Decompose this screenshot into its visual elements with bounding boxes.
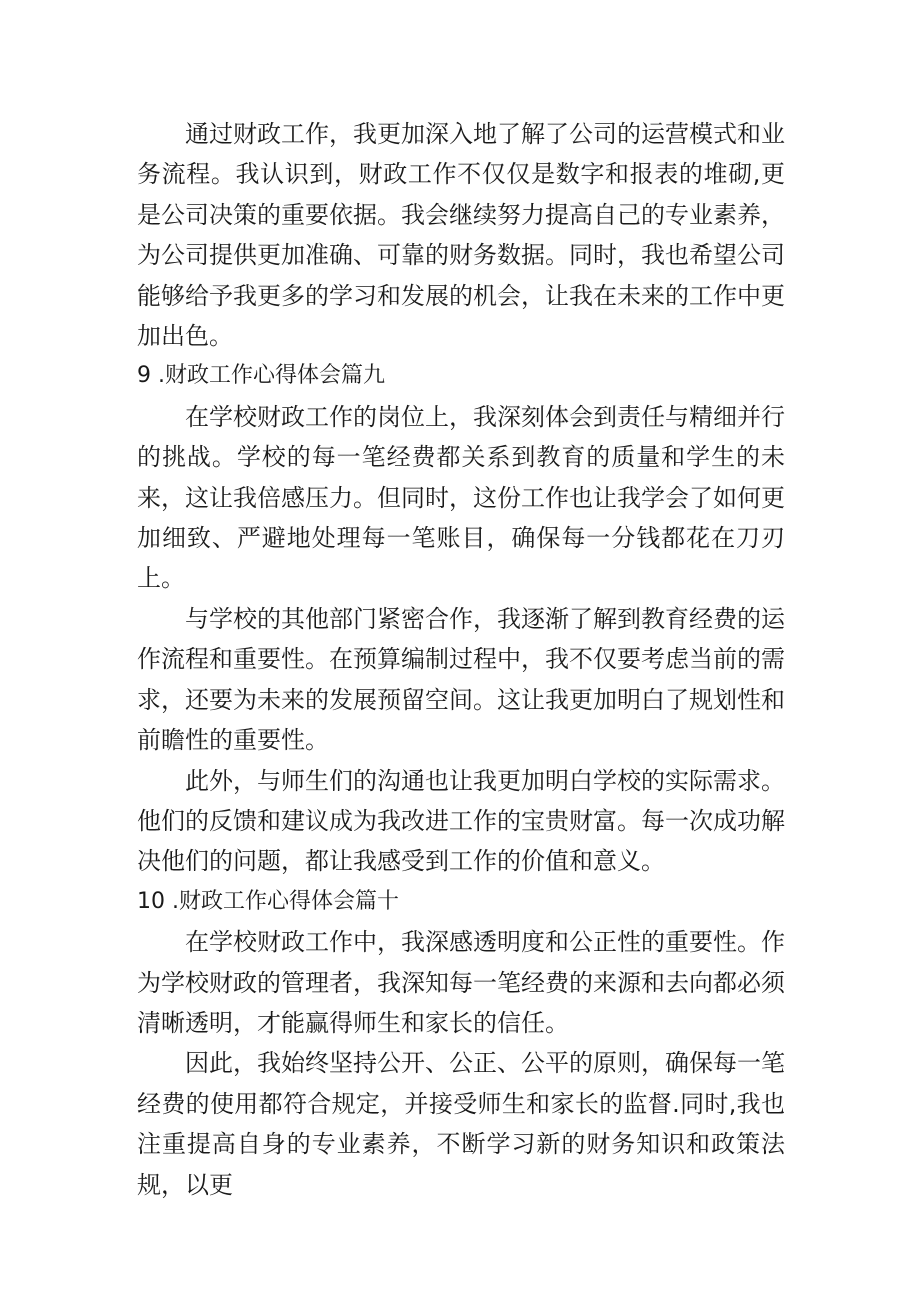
- paragraph-principles: 因此，我始终坚持公开、公正、公平的原则，确保每一笔经费的使用都符合规定，并接受师生和家长的监督.同时,我也注重提高自身的专业素养，不断学习新的财务知识和政策法规，以更: [137, 1049, 785, 1199]
- paragraph-department-cooperation: 与学校的其他部门紧密合作，我逐渐了解到教育经费的运作流程和重要性。在预算编制过程中，我不仅要考虑当前的需求，还要为未来的发展预留空间。这让我更加明白了规划性和前瞻性的重要性。: [137, 604, 785, 755]
- section-heading-10: 10 .财政工作心得体会篇十: [137, 888, 399, 914]
- paragraph-school-responsibility: 在学校财政工作的岗位上，我深刻体会到责任与精细并行的挑战。学校的每一笔经费都关系到教育的质量和学生的未来，这让我倍感压力。但同时，这份工作也让我学会了如何更加细致、严避地处理每一笔账目，确保每一分钱都花在刀刃上。: [137, 402, 785, 593]
- paragraph-transparency: 在学校财政工作中，我深感透明度和公正性的重要性。作为学校财政的管理者，我深知每一笔经费的来源和去向都必须清晰透明，才能赢得师生和家长的信任。: [137, 928, 785, 1037]
- paragraph-company-operations: 通过财政工作，我更加深入地了解了公司的运营模式和业务流程。我认识到，财政工作不仅仅是数字和报表的堆砌,更是公司决策的重要依据。我会继续努力提高自己的专业素养，为公司提供更加准确、可靠的财务数据。同时，我也希望公司能够给予我更多的学习和发展的机会，让我在未来的工作中更加出色。: [137, 120, 785, 351]
- document-body: [137, 114, 785, 1205]
- paragraph-teacher-communication: 此外，与师生们的沟通也让我更加明白学校的实际需求。他们的反馈和建议成为我改进工作的宝贵财富。每一次成功解决他们的问题，都让我感受到工作的价值和意义。: [137, 766, 785, 876]
- section-heading-9: 9 .财政工作心得体会篇九: [137, 363, 385, 389]
